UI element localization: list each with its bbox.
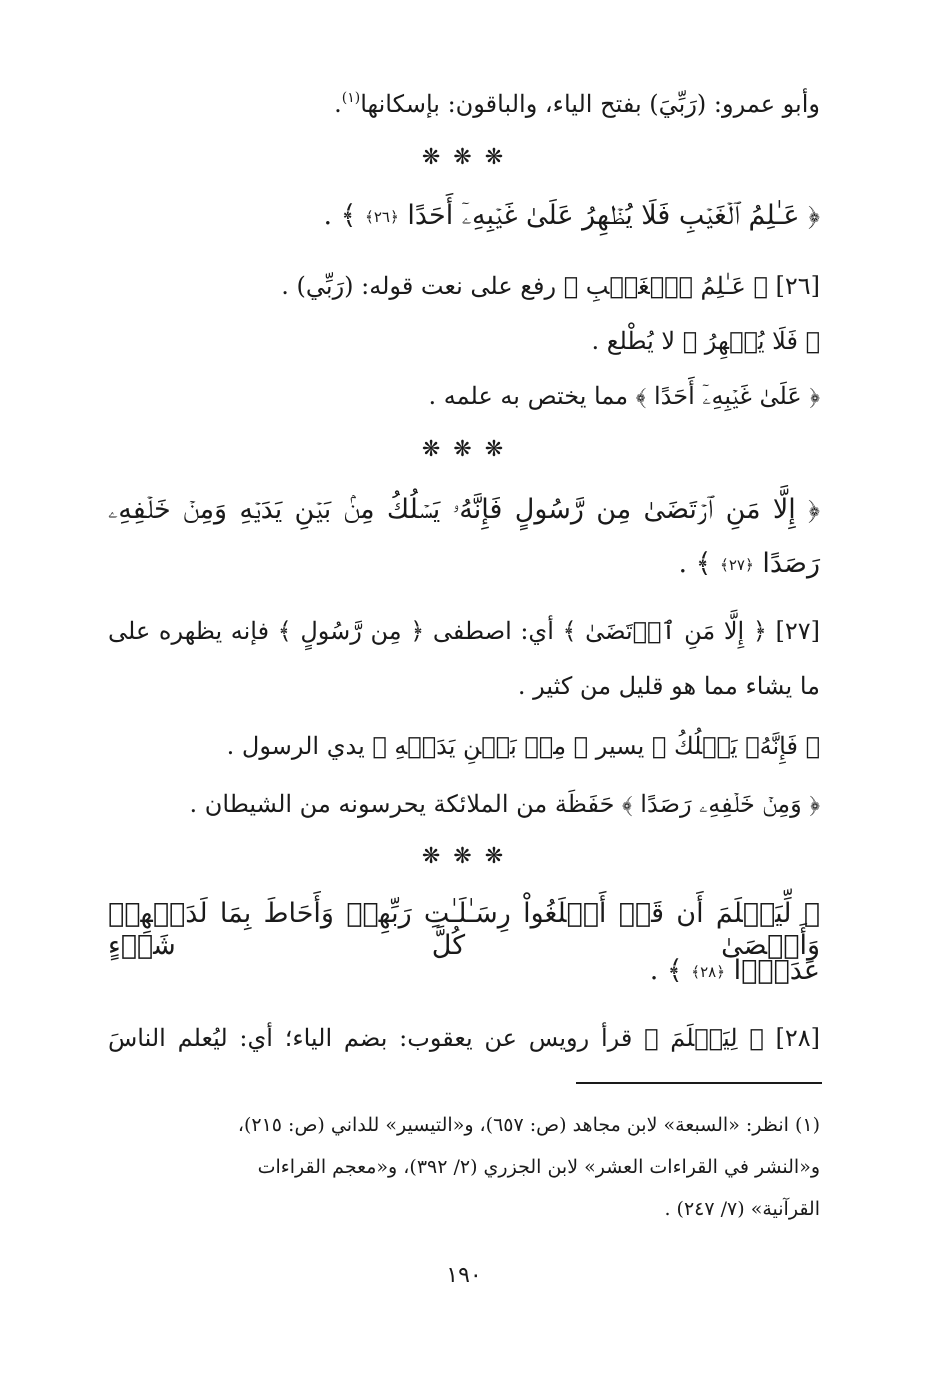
ayah-number-marker: ﴿٢٦﴾: [365, 208, 399, 226]
quran-verse-26: [323, 200, 820, 233]
section-separator: ❋ ❋ ❋: [421, 437, 507, 462]
footnote-line: القرآنية» (٧/ ٢٤٧) .: [664, 1198, 820, 1220]
line-text: وأبو عمرو: (رَبِّيَ) بفتح الياء، والباقون: بإسكانها: [360, 90, 820, 118]
verse-end: ﴾ .: [323, 200, 357, 231]
text-line: [334, 82, 820, 120]
quran-verse-28-line1: ﴿ لِّيَعۡلَمَ أَن قَدۡ أَبۡلَغُواْ رِسَـٰلَـٰتِ رَبِّهِمۡ وَأَحَاطَ بِمَا لَدَيۡهِمۡ وَأَحۡصَىٰ كُلَّ شَيۡءٍ: [108, 898, 820, 961]
commentary-line: [٢٨] ﴿ لِيَعۡلَمَ ﴾ قرأ رويس عن يعقوب: بضم الياء؛ أي: ليُعلم الناسَ: [108, 1024, 820, 1052]
verse-text: رَصَدًا: [762, 548, 820, 579]
page-number: ١٩٠: [446, 1263, 482, 1288]
verse-end: ﴾ .: [678, 548, 712, 579]
section-separator: ❋ ❋ ❋: [421, 844, 507, 869]
commentary-line: ما يشاء مما هو قليل من كثير .: [517, 672, 820, 700]
quran-verse-27-line2: [678, 548, 820, 581]
commentary-line: [٢٧] ﴿ إِلَّا مَنِ ٱرۡتَضَىٰ ﴾ أي: اصطفى ﴿ مِن رَّسُولٍ ﴾ فإنه يظهره على: [108, 617, 820, 645]
section-separator: ❋ ❋ ❋: [421, 145, 507, 170]
quran-verse-27-line1: ﴿ إِلَّا مَنِ ٱرۡتَضَىٰ مِن رَّسُولٍ فَإِنَّهُۥ يَسۡلُكُ مِنۢ بَيۡنِ يَدَيۡهِ وَمِنۡ خَلۡفِهِۦ: [108, 494, 820, 525]
footnote-divider: [576, 1082, 822, 1084]
commentary-line: ﴿ عَلَىٰ غَيۡبِهِۦٓ أَحَدًا ﴾ مما يختص به علمه .: [428, 382, 820, 410]
verse-end: ﴾ .: [649, 955, 683, 986]
footnote-line: و«النشر في القراءات العشر» لابن الجزري (٢/ ٣٩٢)، و«معجم القراءات: [257, 1156, 820, 1178]
ayah-number-marker: ﴿٢٧﴾: [720, 556, 754, 574]
ayah-number-marker: ﴿٢٨﴾: [691, 963, 725, 981]
commentary-line: ﴿ فَلَا يُظۡهِرُ ﴾ لا يُطْلع .: [591, 327, 820, 355]
line-end: .: [334, 90, 342, 118]
footnote-marker: (١): [341, 90, 361, 106]
commentary-line: [٢٦] ﴿ عَـٰلِمُ ٱلۡغَيۡبِ ﴾ رفع على نعت قوله: (رَبِّي) .: [281, 272, 820, 300]
commentary-line: ﴿ وَمِنۡ خَلۡفِهِۦ رَصَدًا ﴾ حَفَظَة من الملائكة يحرسونه من الشيطان .: [189, 790, 820, 818]
footnote-line: (١) انظر: «السبعة» لابن مجاهد (ص: ٦٥٧)، و«التيسير» للداني (ص: ٢١٥)،: [237, 1114, 820, 1136]
verse-text: ﴿ عَـٰلِمُ ٱلۡغَيۡبِ فَلَا يُظۡهِرُ عَلَىٰ غَيۡبِهِۦٓ أَحَدًا: [407, 200, 820, 231]
verse-text: عَدَدًۢا: [733, 955, 820, 986]
quran-verse-28-line2: [650, 955, 820, 988]
commentary-line: ﴿ فَإِنَّهُۥ يَسۡلُكُ ﴾ يسير ﴿ مِنۢ بَيۡنِ يَدَيۡهِ ﴾ يدي الرسول .: [226, 732, 820, 760]
